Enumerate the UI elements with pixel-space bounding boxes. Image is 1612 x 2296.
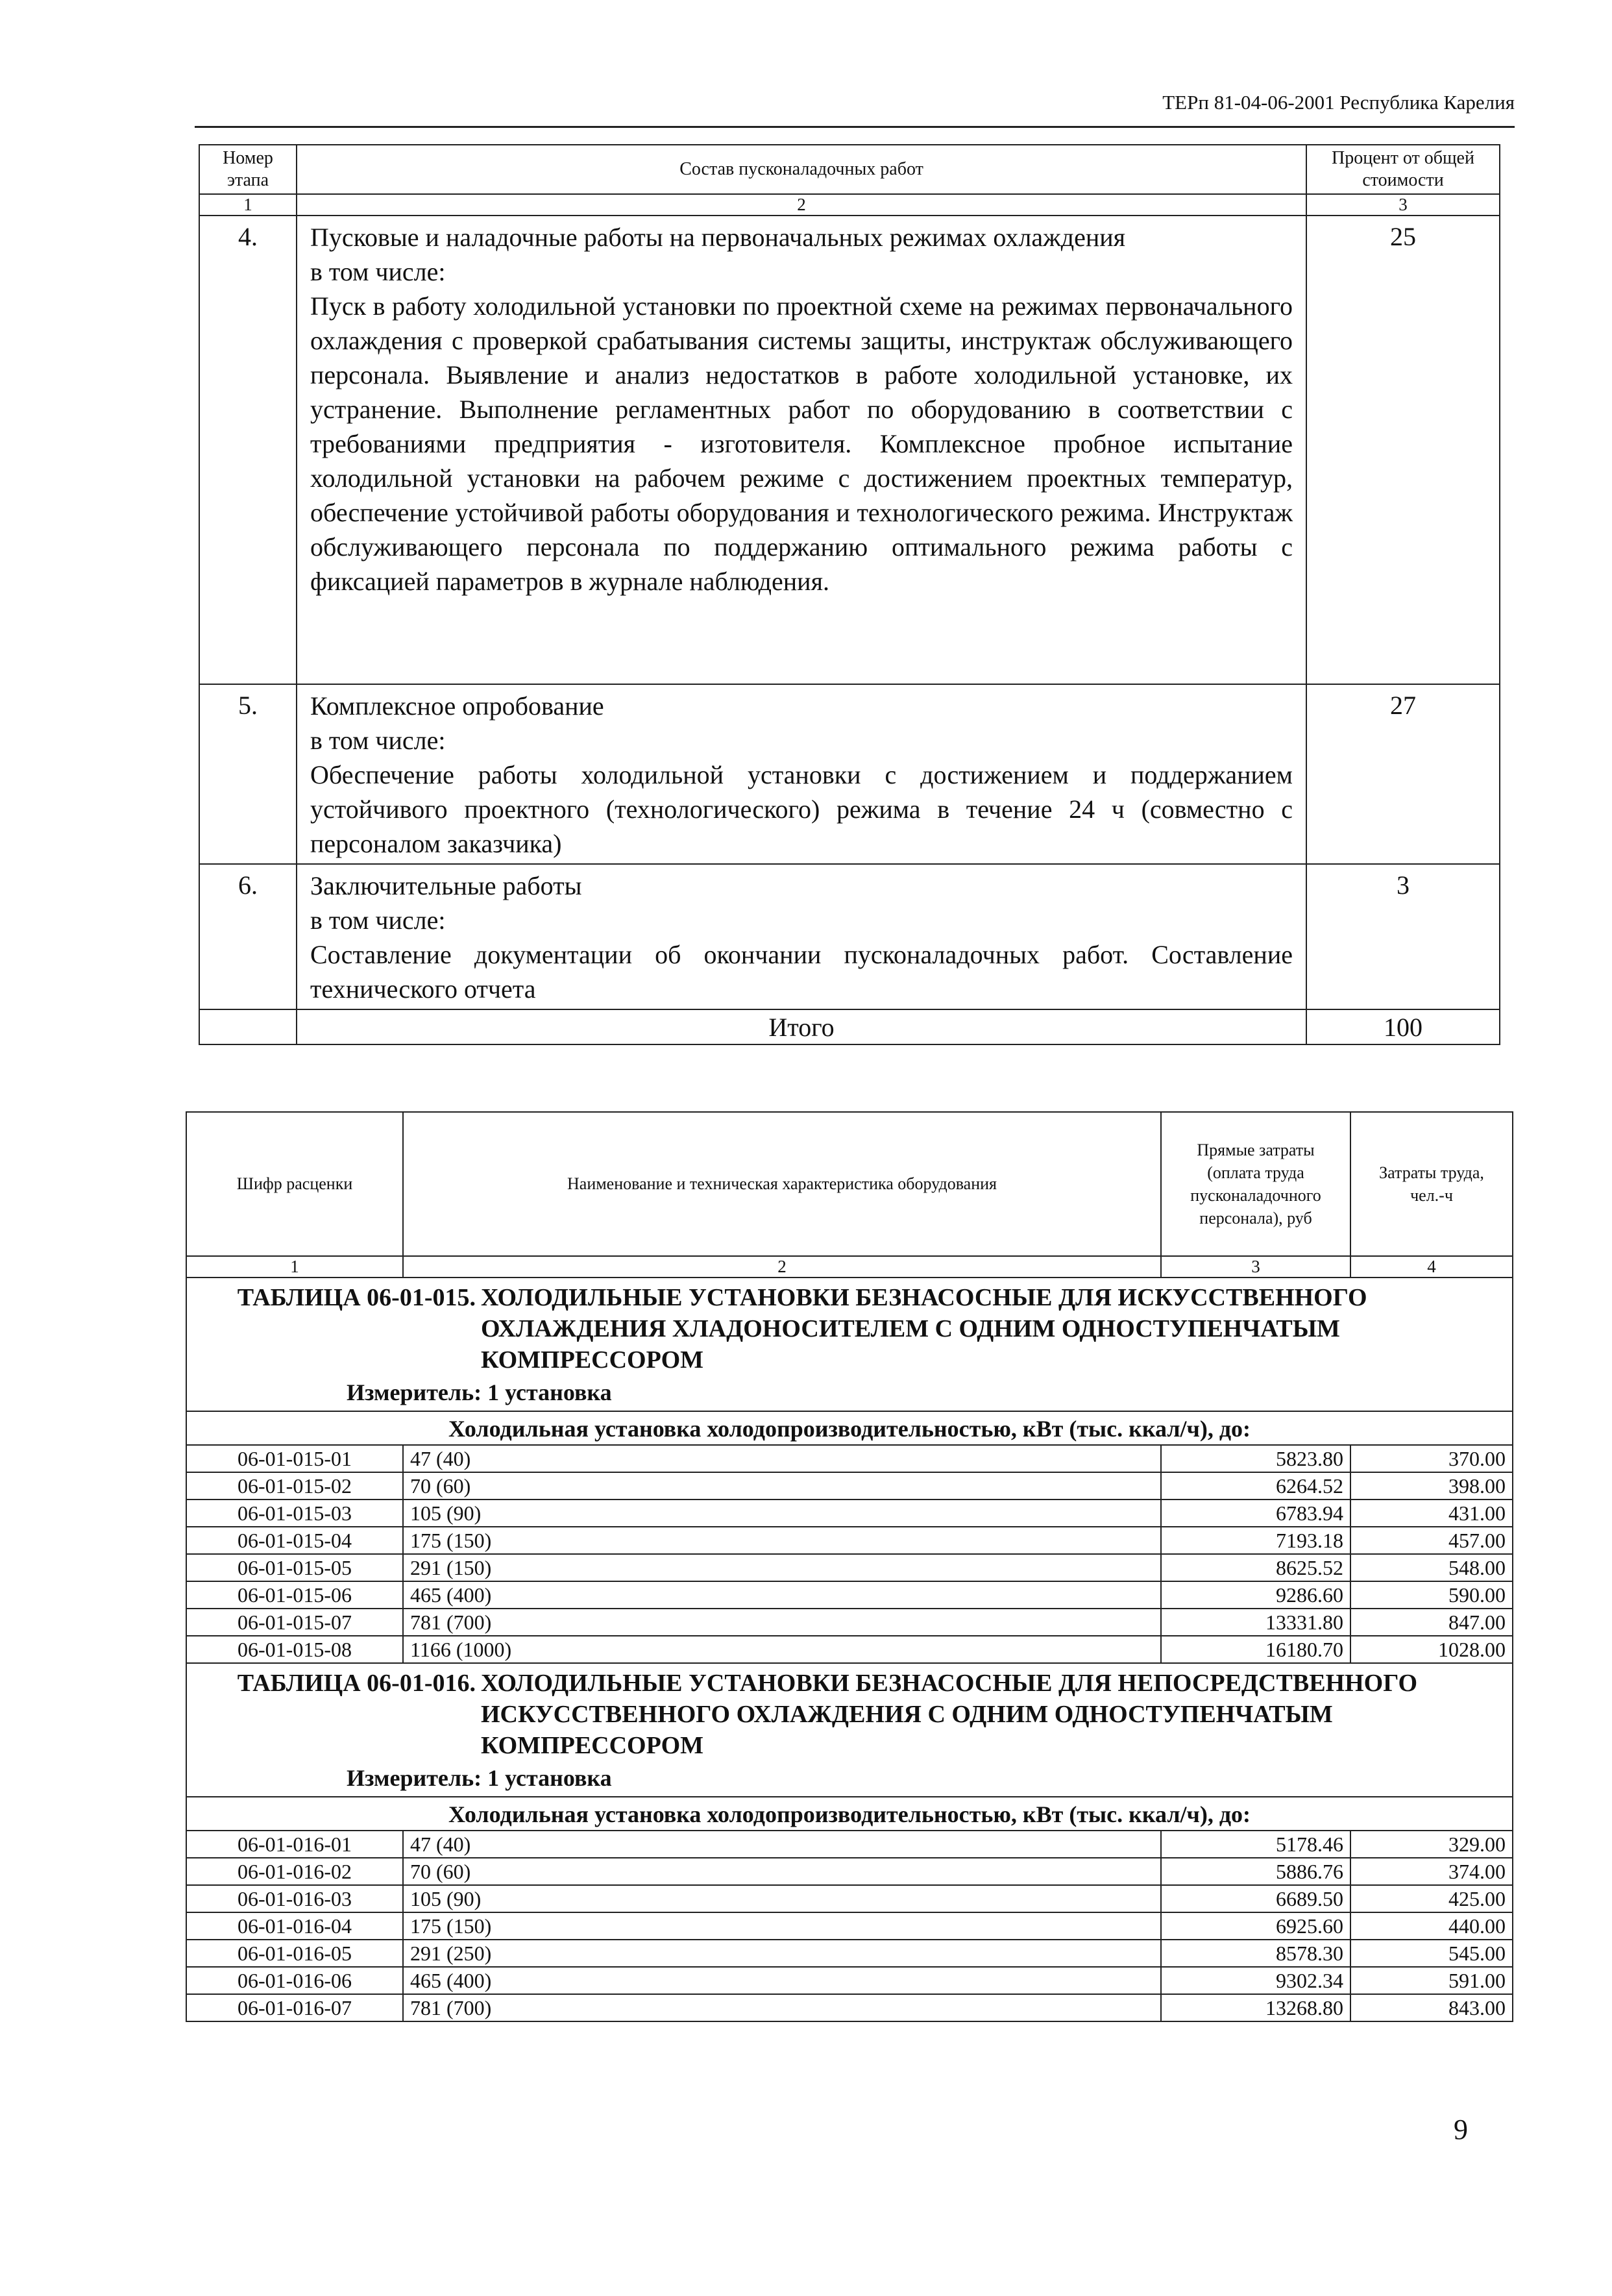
measure-value: 1 установка (487, 1379, 612, 1405)
table-row (186, 1967, 1513, 1994)
capacity: 291 (250) (403, 1940, 1161, 1967)
stage-percent: 27 (1306, 684, 1500, 864)
rate-code: 06-01-015-07 (186, 1609, 403, 1636)
direct-cost: 5886.76 (1161, 1858, 1350, 1885)
rate-code: 06-01-015-01 (186, 1445, 403, 1472)
measure-line (193, 1762, 1506, 1794)
header-percent: Процент от общей стоимости (1306, 145, 1500, 194)
column-number: 1 (186, 1256, 403, 1278)
rate-code: 06-01-015-05 (186, 1554, 403, 1581)
stage-details: Обеспечение работы холодильной установки с достижением и поддержанием устойчивого проектного (технологического) режима в течение 24 ч (совместно с персоналом заказчика) (310, 760, 1293, 858)
table-row (186, 1885, 1513, 1912)
section-table-name: ХОЛОДИЛЬНЫЕ УСТАНОВКИ БЕЗНАСОСНЫЕ ДЛЯ ИСКУССТВЕННОГО ОХЛАЖДЕНИЯ ХЛАДОНОСИТЕЛЕМ С ОДНИМ ОДНОСТУПЕНЧАТЫМ КОМПРЕССОРОМ (481, 1284, 1367, 1374)
labor-cost: 440.00 (1350, 1912, 1513, 1940)
measure-line (193, 1377, 1506, 1408)
rate-code: 06-01-015-03 (186, 1500, 403, 1527)
rate-code: 06-01-016-02 (186, 1858, 403, 1885)
rate-code: 06-01-015-02 (186, 1472, 403, 1500)
labor-cost: 398.00 (1350, 1472, 1513, 1500)
subheader-row (186, 1797, 1513, 1831)
capacity: 175 (150) (403, 1912, 1161, 1940)
direct-cost: 6783.94 (1161, 1500, 1350, 1527)
column-number: 2 (297, 194, 1306, 216)
stage-details: Составление документации об окончании пусконаладочных работ. Составление технического отчета (310, 940, 1293, 1004)
direct-cost: 6689.50 (1161, 1885, 1350, 1912)
rate-code: 06-01-016-01 (186, 1831, 403, 1858)
stage-percent: 3 (1306, 864, 1500, 1009)
page-number: 9 (1454, 2114, 1468, 2145)
direct-cost: 6925.60 (1161, 1912, 1350, 1940)
stages-table (199, 144, 1500, 1045)
capacity: 781 (700) (403, 1609, 1161, 1636)
labor-cost: 370.00 (1350, 1445, 1513, 1472)
measure-value: 1 установка (487, 1765, 612, 1791)
column-number: 4 (1350, 1256, 1513, 1278)
measure-label: Измеритель: (347, 1379, 482, 1405)
table-row (186, 1858, 1513, 1885)
direct-cost: 8625.52 (1161, 1554, 1350, 1581)
table-row (186, 1472, 1513, 1500)
direct-cost: 6264.52 (1161, 1472, 1350, 1500)
section-title (186, 1663, 1513, 1797)
header-equipment-name: Наименование и техническая характеристика оборудования (403, 1112, 1161, 1256)
stage-row (199, 864, 1500, 1009)
section-title-row (186, 1278, 1513, 1411)
rates-table (186, 1111, 1513, 2022)
total-value: 100 (1306, 1009, 1500, 1044)
direct-cost: 7193.18 (1161, 1527, 1350, 1554)
capacity: 291 (150) (403, 1554, 1161, 1581)
table-row (186, 1527, 1513, 1554)
capacity: 70 (60) (403, 1858, 1161, 1885)
labor-cost: 457.00 (1350, 1527, 1513, 1554)
direct-cost: 16180.70 (1161, 1636, 1350, 1663)
capacity: 47 (40) (403, 1445, 1161, 1472)
stage-row (199, 684, 1500, 864)
stage-description (297, 216, 1306, 684)
labor-cost: 374.00 (1350, 1858, 1513, 1885)
direct-cost: 5178.46 (1161, 1831, 1350, 1858)
capacity: 465 (400) (403, 1581, 1161, 1609)
rate-code: 06-01-016-07 (186, 1994, 403, 2021)
stage-number: 4. (199, 216, 297, 684)
column-number: 3 (1161, 1256, 1350, 1278)
page-header: ТЕРп 81-04-06-2001 Республика Карелия (195, 91, 1515, 128)
rate-code: 06-01-016-05 (186, 1940, 403, 1967)
table-row (186, 1831, 1513, 1858)
capacity-subheader: Холодильная установка холодопроизводительностью, кВт (тыс. ккал/ч), до: (186, 1411, 1513, 1445)
section-title-row (186, 1663, 1513, 1797)
stage-description (297, 864, 1306, 1009)
capacity: 781 (700) (403, 1994, 1161, 2021)
capacity: 47 (40) (403, 1831, 1161, 1858)
stage-row (199, 216, 1500, 684)
labor-cost: 847.00 (1350, 1609, 1513, 1636)
stage-description (297, 684, 1306, 864)
column-number: 1 (199, 194, 297, 216)
labor-cost: 843.00 (1350, 1994, 1513, 2021)
capacity: 465 (400) (403, 1967, 1161, 1994)
table-row (186, 1994, 1513, 2021)
capacity: 1166 (1000) (403, 1636, 1161, 1663)
table-row (186, 1609, 1513, 1636)
stage-details: Пуск в работу холодильной установки по проектной схеме на режимах первоначального охлаждения с проверкой срабатывания системы защиты, инструктаж обслуживающего персонала. Выявление и анализ недостатков в работе холодильной установке, их устранение. Выполнение регламентных работ по оборудованию в соответствии с требованиями предприятия - изготовителя. Комплексное пробное испытание холодильной установки на рабочем режиме с достижением проектных температур, обеспечение устойчивой работы оборудования и технологического режима. Инструктаж обслуживающего персонала по поддержанию оптимального режима работы с фиксацией параметров в журнале наблюдения. (310, 291, 1293, 596)
table-row (186, 1554, 1513, 1581)
rate-code: 06-01-015-08 (186, 1636, 403, 1663)
table-row (186, 1445, 1513, 1472)
stage-title: Заключительные работы (310, 871, 582, 900)
table-row (186, 1912, 1513, 1940)
header-work-composition: Состав пусконаладочных работ (297, 145, 1306, 194)
measure-label: Измеритель: (347, 1765, 482, 1791)
column-number: 3 (1306, 194, 1500, 216)
direct-cost: 13331.80 (1161, 1609, 1350, 1636)
header-direct-costs: Прямые затраты (оплата труда пусконаладочного персонала), руб (1161, 1112, 1350, 1256)
capacity: 105 (90) (403, 1500, 1161, 1527)
labor-cost: 590.00 (1350, 1581, 1513, 1609)
stage-percent: 25 (1306, 216, 1500, 684)
table-row (186, 1940, 1513, 1967)
capacity: 105 (90) (403, 1885, 1161, 1912)
stage-title: Пусковые и наладочные работы на первоначальных режимах охлаждения (310, 223, 1126, 252)
rate-code: 06-01-016-06 (186, 1967, 403, 1994)
stage-title: Комплексное опробование (310, 691, 604, 721)
capacity: 70 (60) (403, 1472, 1161, 1500)
table-row (186, 1636, 1513, 1663)
labor-cost: 548.00 (1350, 1554, 1513, 1581)
direct-cost: 5823.80 (1161, 1445, 1350, 1472)
section-title (186, 1278, 1513, 1411)
subheader-row (186, 1411, 1513, 1445)
stage-number: 5. (199, 684, 297, 864)
section-table-name: ХОЛОДИЛЬНЫЕ УСТАНОВКИ БЕЗНАСОСНЫЕ ДЛЯ НЕПОСРЕДСТВЕННОГО ИСКУССТВЕННОГО ОХЛАЖДЕНИЯ С ОДНИМ ОДНОСТУПЕНЧАТЫМ КОМПРЕССОРОМ (481, 1670, 1417, 1759)
capacity-subheader: Холодильная установка холодопроизводительностью, кВт (тыс. ккал/ч), до: (186, 1797, 1513, 1831)
rate-code: 06-01-015-06 (186, 1581, 403, 1609)
capacity: 175 (150) (403, 1527, 1161, 1554)
rate-code: 06-01-016-04 (186, 1912, 403, 1940)
table-row (186, 1581, 1513, 1609)
rate-code: 06-01-016-03 (186, 1885, 403, 1912)
rate-code: 06-01-015-04 (186, 1527, 403, 1554)
header-labor-costs: Затраты труда, чел.-ч (1350, 1112, 1513, 1256)
direct-cost: 8578.30 (1161, 1940, 1350, 1967)
labor-cost: 1028.00 (1350, 1636, 1513, 1663)
direct-cost: 9286.60 (1161, 1581, 1350, 1609)
section-table-number: ТАБЛИЦА 06-01-015. (237, 1284, 476, 1311)
labor-cost: 545.00 (1350, 1940, 1513, 1967)
labor-cost: 431.00 (1350, 1500, 1513, 1527)
direct-cost: 13268.80 (1161, 1994, 1350, 2021)
stage-subtitle: в том числе: (310, 257, 446, 286)
section-table-number: ТАБЛИЦА 06-01-016. (237, 1670, 476, 1697)
total-label: Итого (297, 1009, 1306, 1044)
total-row (199, 1009, 1500, 1044)
stage-number: 6. (199, 864, 297, 1009)
table-row (186, 1500, 1513, 1527)
direct-cost: 9302.34 (1161, 1967, 1350, 1994)
header-rate-code: Шифр расценки (186, 1112, 403, 1256)
stage-subtitle: в том числе: (310, 906, 446, 935)
column-number: 2 (403, 1256, 1161, 1278)
header-stage-number: Номер этапа (199, 145, 297, 194)
labor-cost: 425.00 (1350, 1885, 1513, 1912)
stage-subtitle: в том числе: (310, 726, 446, 755)
labor-cost: 329.00 (1350, 1831, 1513, 1858)
labor-cost: 591.00 (1350, 1967, 1513, 1994)
